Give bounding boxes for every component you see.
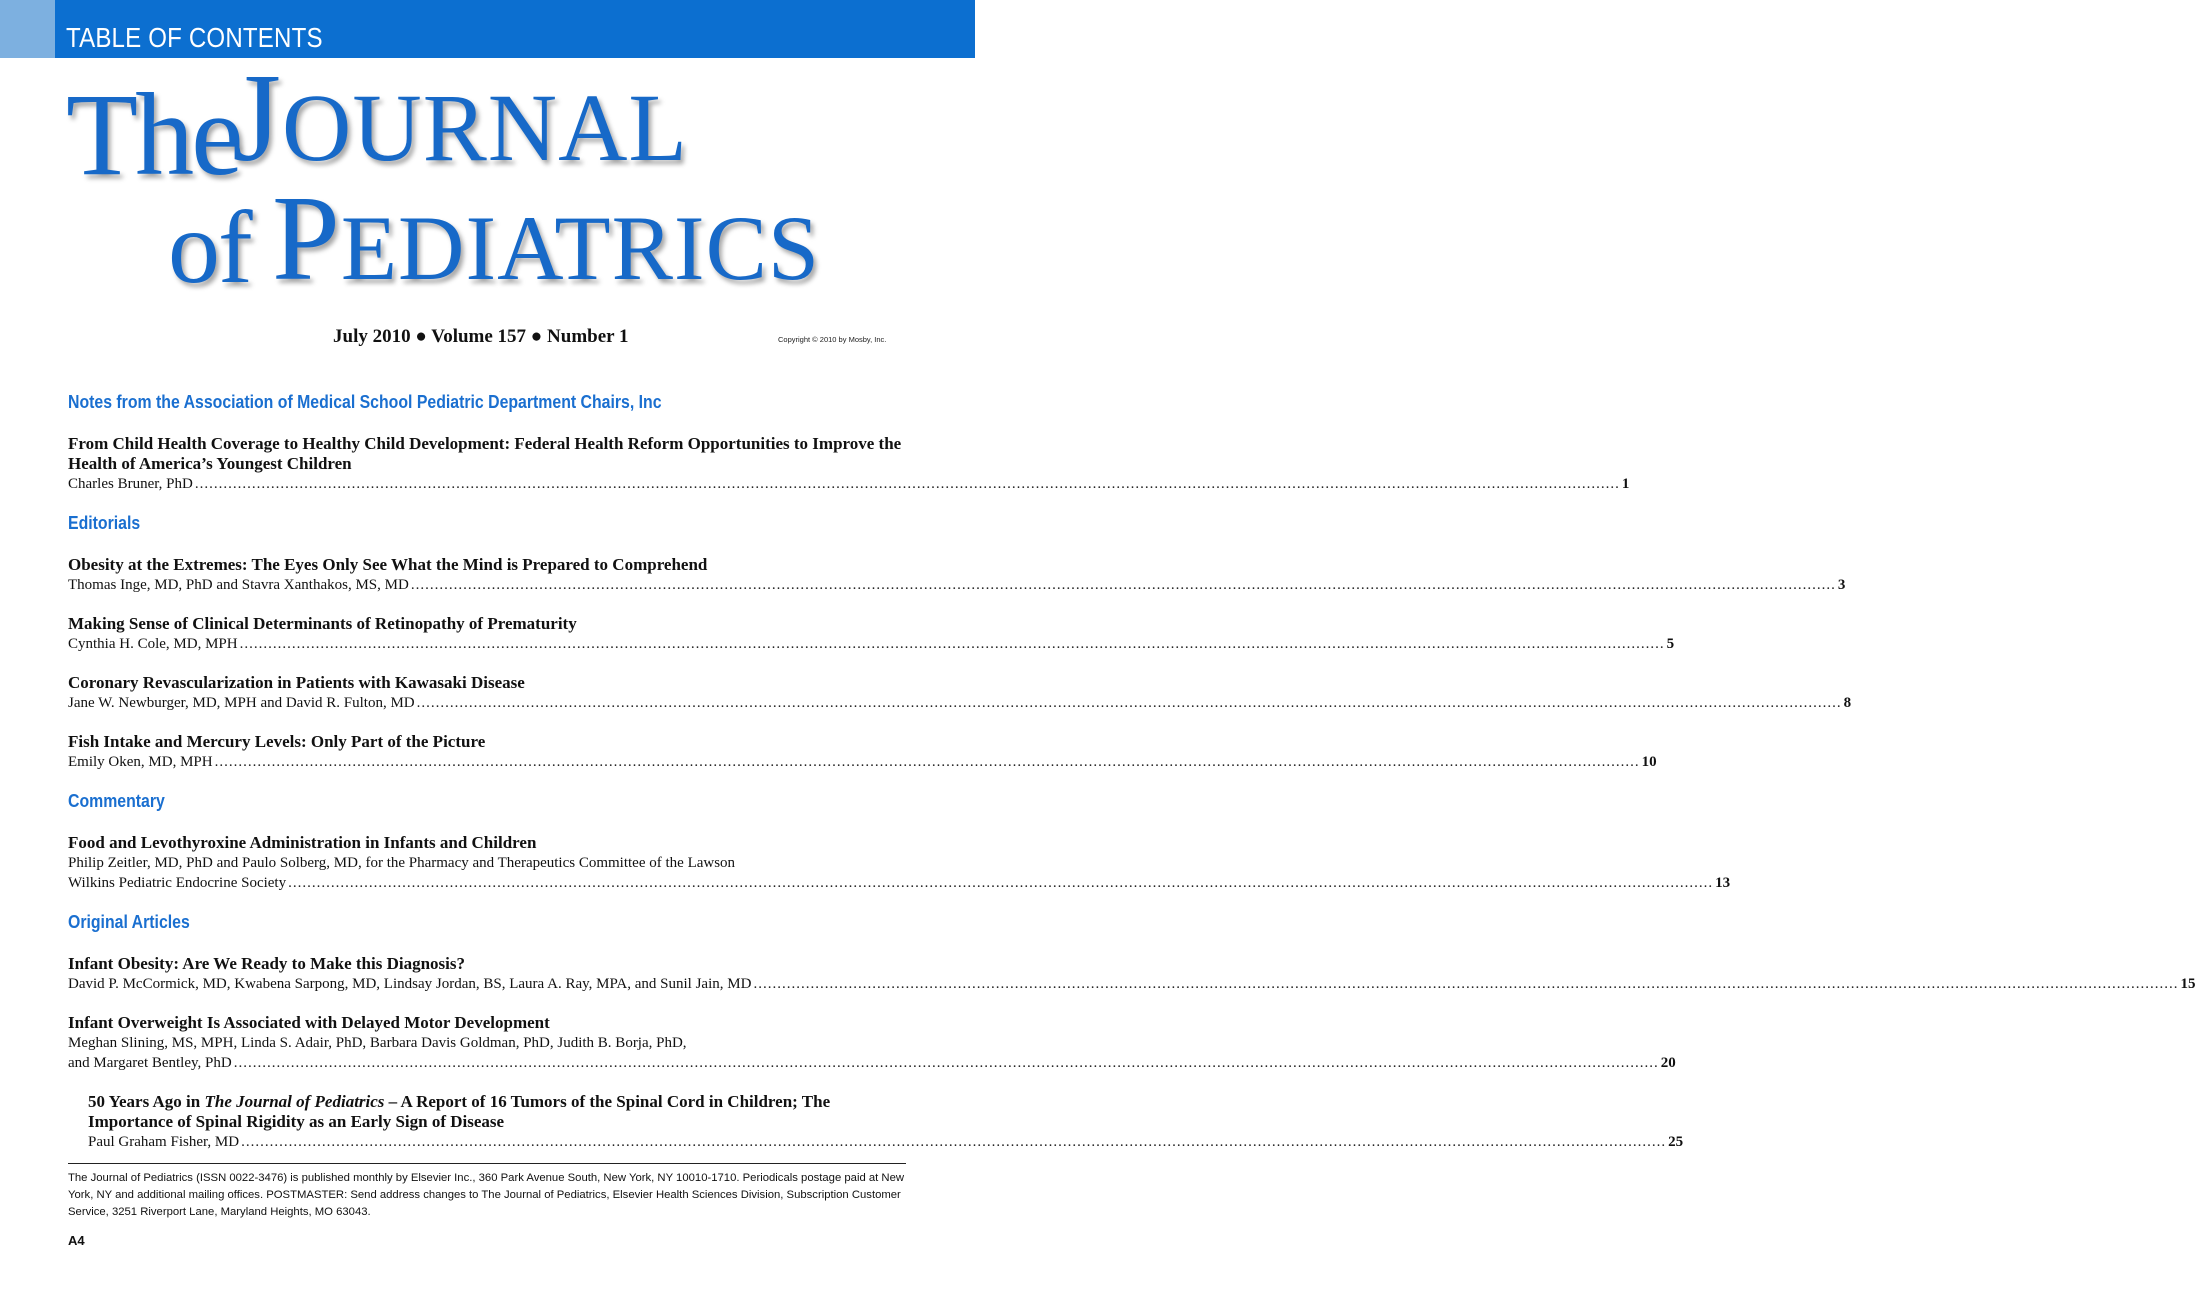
author-line — [68, 974, 2195, 994]
article-title[interactable]: Coronary Revascularization in Patients with Kawasaki Disease — [68, 673, 525, 692]
article-authors: Thomas Inge, MD, PhD and Stavra Xanthakos, MS, MD — [68, 577, 409, 593]
page-number[interactable]: 5 — [1666, 636, 1675, 652]
article-title[interactable]: Infant Overweight Is Associated with Delayed Motor Development — [68, 1013, 550, 1032]
copyright-notice: Copyright © 2010 by Mosby, Inc. — [778, 335, 887, 344]
article-authors: David P. McCormick, MD, Kwabena Sarpong, MD, Lindsay Jordan, BS, Laura A. Ray, MPA, and Sunil Jain, MD — [68, 976, 752, 992]
author-line — [68, 1053, 1676, 1073]
page-code: A4 — [68, 1233, 85, 1248]
article-authors: Jane W. Newburger, MD, MPH and David R. Fulton, MD — [68, 695, 415, 711]
author-line — [88, 1132, 1684, 1152]
page-number[interactable]: 1 — [1621, 476, 1630, 492]
leader-dots: ............................................................................................................................................................................................................................................................................................................ — [239, 636, 1665, 652]
article-authors: Charles Bruner, PhD — [68, 476, 193, 492]
masthead-pediatrics-rest: EDIATRICS — [340, 197, 821, 299]
toc-entry[interactable] — [68, 673, 1852, 713]
leader-dots: ............................................................................................................................................................................................................................................................................................................ — [410, 577, 1836, 593]
table-of-contents — [68, 392, 2195, 1171]
article-authors: Paul Graham Fisher, MD — [88, 1134, 240, 1150]
article-title[interactable]: Food and Levothyroxine Administration in Infants and Children — [68, 833, 537, 852]
article-title[interactable]: Infant Obesity: Are We Ready to Make this Diagnosis? — [68, 954, 466, 973]
article-title[interactable]: Making Sense of Clinical Determinants of Retinopathy of Prematurity — [68, 614, 577, 633]
publication-notice: The Journal of Pediatrics (ISSN 0022-3476) is published monthly by Elsevier Inc., 360 Park Avenue South, New York, NY 10010-1710. Periodicals postage paid at New York, NY and additional mailing offices. POSTMASTER: Send address changes to The Journal of Pediatrics, Elsevier Health Sciences Division, Subscription Customer Service, 3251 Riverport Lane, Maryland Heights, MO 63043. — [68, 1172, 905, 1218]
page-number[interactable]: 20 — [1660, 1055, 1676, 1071]
page-number[interactable]: 8 — [1843, 695, 1852, 711]
leader-dots: ............................................................................................................................................................................................................................................................................................................ — [194, 476, 1620, 492]
masthead-journal-rest: OURNAL — [282, 74, 689, 181]
masthead-journal — [232, 49, 689, 188]
masthead-pediatrics — [272, 171, 821, 306]
author-line — [68, 873, 1731, 893]
leader-dots: ............................................................................................................................................................................................................................................................................................................ — [233, 1055, 1659, 1071]
section-label: TABLE OF CONTENTS — [66, 22, 323, 53]
article-title[interactable]: From Child Health Coverage to Healthy Child Development: Federal Health Reform Opportunities to Improve the Health of America’s Youngest Children — [68, 434, 902, 473]
masthead-pediatrics-initial: P — [272, 171, 341, 306]
page-number[interactable]: 25 — [1668, 1134, 1684, 1150]
feature-title-suffix: – A Report of 16 Tumors of the Spinal Cord in Children; The Importance of Spinal Rigidity as an Early Sign of Disease — [88, 1092, 831, 1131]
leader-dots: ............................................................................................................................................................................................................................................................................................................ — [288, 875, 1714, 891]
section-heading-editorials: Editorials — [68, 513, 141, 533]
article-authors: and Margaret Bentley, PhD — [68, 1055, 232, 1071]
toc-entry[interactable] — [68, 555, 1846, 595]
leader-dots: ............................................................................................................................................................................................................................................................................................................ — [416, 695, 1842, 711]
section-heading-notes: Notes from the Association of Medical School Pediatric Department Chairs, Inc — [68, 392, 662, 412]
page-number[interactable]: 10 — [1641, 754, 1657, 770]
article-authors-line1: Meghan Slining, MS, MPH, Linda S. Adair, PhD, Barbara Davis Goldman, PhD, Judith B. Borja, PhD, — [68, 1035, 687, 1051]
issue-info: July 2010 ● Volume 157 ● Number 1 — [333, 326, 629, 347]
article-title[interactable] — [88, 1092, 906, 1132]
toc-entry[interactable] — [68, 954, 2195, 994]
toc-entry[interactable] — [68, 614, 1675, 654]
feature-title-prefix: 50 Years Ago in — [88, 1092, 205, 1111]
toc-entry[interactable] — [68, 434, 1630, 494]
author-line — [68, 474, 1630, 494]
page-number[interactable]: 13 — [1715, 875, 1731, 891]
footer-divider — [68, 1163, 906, 1164]
article-authors-line1: Philip Zeitler, MD, PhD and Paulo Solberg, MD, for the Pharmacy and Therapeutics Committee of the Lawson — [68, 855, 736, 871]
leader-dots: ............................................................................................................................................................................................................................................................................................................ — [753, 976, 2179, 992]
article-authors: Cynthia H. Cole, MD, MPH — [68, 636, 238, 652]
article-title[interactable]: Fish Intake and Mercury Levels: Only Part of the Picture — [68, 732, 486, 751]
article-authors: Wilkins Pediatric Endocrine Society — [68, 875, 287, 891]
header-corner-block — [0, 0, 55, 58]
toc-entry[interactable] — [68, 1013, 1676, 1073]
toc-entry[interactable] — [68, 833, 1731, 893]
author-line — [68, 693, 1852, 713]
page-number[interactable]: 3 — [1837, 577, 1846, 593]
masthead-of: of — [168, 190, 251, 305]
section-heading-original-articles: Original Articles — [68, 912, 190, 932]
leader-dots: ............................................................................................................................................................................................................................................................................................................ — [241, 1134, 1667, 1150]
section-heading-commentary: Commentary — [68, 791, 165, 811]
masthead-the: The — [66, 69, 241, 200]
author-line — [68, 575, 1846, 595]
feature-title-journal: The Journal of Pediatrics — [204, 1092, 385, 1111]
leader-dots: ............................................................................................................................................................................................................................................................................................................ — [214, 754, 1640, 770]
article-title[interactable]: Obesity at the Extremes: The Eyes Only See What the Mind is Prepared to Comprehend — [68, 555, 708, 574]
author-line — [68, 634, 1675, 654]
page-number[interactable]: 15 — [2180, 976, 2195, 992]
article-authors: Emily Oken, MD, MPH — [68, 754, 213, 770]
toc-entry[interactable] — [68, 732, 1657, 772]
toc-entry-feature[interactable] — [68, 1092, 1684, 1152]
masthead-journal-initial: J — [232, 49, 283, 188]
author-line — [68, 752, 1657, 772]
